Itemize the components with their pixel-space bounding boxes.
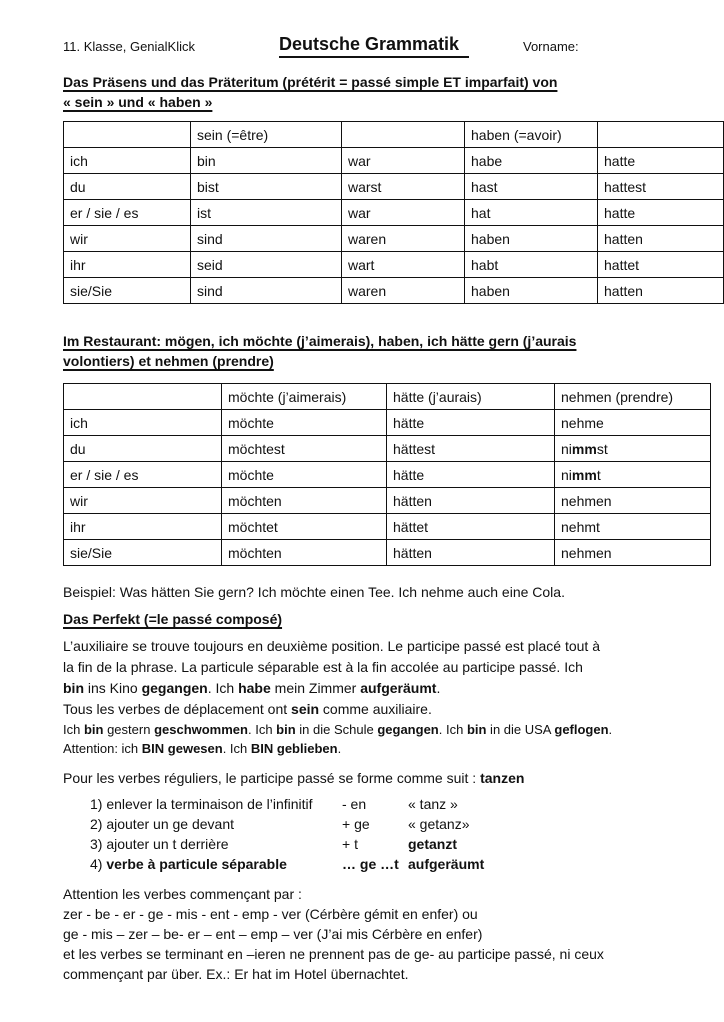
table-cell: [465, 226, 598, 252]
step-operation: [342, 834, 408, 854]
text: hatten: [604, 282, 643, 299]
step-row: [90, 854, 660, 874]
row-label: [64, 514, 222, 540]
text: gestern: [103, 722, 155, 737]
table-row: [64, 174, 724, 200]
text: nehme: [561, 414, 604, 431]
text: waren: [348, 282, 387, 299]
text: ich: [70, 152, 88, 169]
text: . Ich: [207, 680, 239, 696]
text-line: [63, 904, 660, 924]
text-line: [63, 739, 660, 758]
text: war: [348, 204, 371, 221]
column-header: [64, 384, 222, 410]
row-label: [64, 174, 191, 200]
step-result: [408, 834, 457, 854]
text-line: [63, 657, 660, 678]
text: möchten: [228, 544, 282, 561]
text: hat: [471, 204, 491, 221]
text: möchte: [228, 414, 274, 431]
text: war: [348, 152, 371, 169]
column-header: [222, 384, 387, 410]
text: sein (=être): [197, 126, 269, 143]
text: ich: [70, 414, 88, 431]
text-line: [63, 636, 660, 657]
step-row: [90, 814, 660, 834]
table-cell: [555, 436, 711, 462]
perfekt-examples: [63, 720, 660, 758]
text: in die Schule: [295, 722, 378, 737]
text: ihr: [70, 256, 86, 273]
bold-text: mm: [571, 466, 597, 483]
text: er / sie / es: [70, 204, 139, 221]
text: sind: [197, 282, 223, 299]
text: .: [608, 722, 613, 737]
text: + t: [342, 836, 358, 852]
table-cell: [465, 252, 598, 278]
bold-text: getanzt: [408, 836, 457, 852]
table-header-row: [64, 122, 724, 148]
text: nehmt: [561, 518, 600, 535]
row-label: [64, 410, 222, 436]
table-cell: [191, 200, 342, 226]
text: . Ich: [222, 741, 251, 756]
table-cell: [222, 462, 387, 488]
text: du: [70, 178, 86, 195]
text: hätte (j’aurais): [393, 388, 482, 405]
text-line: [63, 964, 660, 984]
text: nehmen (prendre): [561, 388, 674, 405]
text: sind: [197, 230, 223, 247]
text: . Ich: [438, 722, 467, 737]
text-line: [63, 609, 660, 629]
text: Das Präsens und das Präteritum (prétérit = passé simple ET imparfait) von: [63, 74, 558, 90]
step-result: [408, 794, 458, 814]
bold-text: BIN gewesen: [141, 741, 223, 756]
text: « tanz »: [408, 796, 458, 812]
table-cell: [191, 252, 342, 278]
text-line: [63, 924, 660, 944]
step-operation: [342, 854, 408, 874]
table-row: [64, 148, 724, 174]
text-line: [63, 351, 660, 371]
column-header: [64, 122, 191, 148]
text: ge - mis – zer – be- er – ent – emp – ver (J’ai mis Cérbère en enfer): [63, 926, 483, 942]
table-row: [64, 226, 724, 252]
table-header-row: [64, 384, 711, 410]
row-label: [64, 436, 222, 462]
bold-text: BIN geblieben: [250, 741, 338, 756]
text: ins Kino: [84, 680, 142, 696]
table-cell: [465, 200, 598, 226]
course-label: 11. Klasse, GenialKlick: [63, 39, 195, 54]
text: .: [436, 680, 441, 696]
text: Attention les verbes commençant par :: [63, 886, 302, 902]
text: hatte: [604, 152, 636, 169]
restaurant-heading: [63, 331, 660, 371]
text: Attention: ich: [63, 741, 142, 756]
beispiel-line: [63, 582, 660, 602]
text: hattet: [604, 256, 640, 273]
text: zer - be - er - ge - mis - ent - emp - ver (Cérbère gémit en enfer) ou: [63, 906, 478, 922]
table-cell: [555, 462, 711, 488]
table-cell: [222, 410, 387, 436]
text: Tous les verbes de déplacement ont: [63, 701, 292, 717]
text: + ge: [342, 816, 370, 832]
text: sie/Sie: [70, 544, 113, 561]
column-header: [191, 122, 342, 148]
text-line: [63, 678, 660, 699]
table-cell: [598, 278, 724, 304]
text: bist: [197, 178, 219, 195]
text: Ich: [63, 722, 84, 737]
text: hatte: [604, 204, 636, 221]
table-cell: [342, 200, 465, 226]
table-cell: [222, 514, 387, 540]
table-cell: [387, 410, 555, 436]
table-cell: [465, 174, 598, 200]
text: in die USA: [486, 722, 555, 737]
text: 4): [90, 856, 107, 872]
text: 2) ajouter un ge devant: [90, 816, 234, 832]
text: « sein » und « haben »: [63, 94, 213, 110]
table-cell: [387, 540, 555, 566]
bold-text: … ge …t: [342, 856, 399, 872]
step-row: [90, 834, 660, 854]
table-cell: [387, 514, 555, 540]
text: ni: [561, 440, 572, 457]
page-header: [63, 34, 660, 58]
text: hast: [471, 178, 498, 195]
table-row: [64, 462, 711, 488]
text: hätte: [393, 466, 425, 483]
text-line: [63, 944, 660, 964]
row-label: [64, 148, 191, 174]
text: et les verbes se terminant en –ieren ne prennent pas de ge- au participe passé, ni ceux: [63, 946, 604, 962]
table-row: [64, 488, 711, 514]
table-row: [64, 410, 711, 436]
text: möchte (j’aimerais): [228, 388, 347, 405]
text-line: [63, 72, 660, 92]
perfekt-heading: [63, 609, 660, 629]
perfekt-paragraph: [63, 636, 660, 720]
regular-verbs-intro: [63, 768, 660, 788]
bold-text: sein: [291, 701, 320, 717]
participle-steps-list: [63, 794, 660, 874]
column-header: [465, 122, 598, 148]
table-row: [64, 540, 711, 566]
table-cell: [598, 226, 724, 252]
bold-text: gegangen: [141, 680, 208, 696]
row-label: [64, 252, 191, 278]
text: er / sie / es: [70, 466, 139, 483]
row-label: [64, 462, 222, 488]
text: hätten: [393, 492, 432, 509]
text-line: [63, 92, 660, 112]
text: ihr: [70, 518, 86, 535]
table-cell: [222, 436, 387, 462]
step-description: [90, 854, 342, 874]
text: la fin de la phrase. La particule séparable est à la fin accolée au participe passé. Ich: [63, 659, 583, 675]
table-cell: [598, 200, 724, 226]
text: .: [337, 741, 342, 756]
bold-text: bin: [83, 722, 104, 737]
text: wir: [70, 230, 88, 247]
table-cell: [387, 462, 555, 488]
table-row: [64, 252, 724, 278]
text: comme auxiliaire.: [319, 701, 432, 717]
row-label: [64, 488, 222, 514]
text: « getanz»: [408, 816, 470, 832]
text: nehmen: [561, 544, 612, 561]
text: volontiers) et nehmen (prendre): [63, 353, 274, 369]
text: L’auxiliaire se trouve toujours en deuxième position. Le participe passé est placé tout à: [63, 638, 600, 654]
table-cell: [387, 436, 555, 462]
text: wir: [70, 492, 88, 509]
column-header: [387, 384, 555, 410]
text: möchtest: [228, 440, 285, 457]
bold-text: bin: [276, 722, 296, 737]
text: 3) ajouter un t derrière: [90, 836, 229, 852]
text: wart: [348, 256, 375, 273]
table-cell: [342, 148, 465, 174]
table-row: [64, 278, 724, 304]
table-cell: [191, 278, 342, 304]
attention-paragraph: [63, 884, 660, 984]
table-cell: [555, 514, 711, 540]
table-cell: [191, 174, 342, 200]
bold-text: bin: [466, 722, 487, 737]
text: hätte: [393, 414, 425, 431]
column-header: [342, 122, 465, 148]
text: habt: [471, 256, 499, 273]
step-description: [90, 794, 342, 814]
table-cell: [342, 174, 465, 200]
step-description: [90, 834, 342, 854]
text: du: [70, 440, 86, 457]
table-cell: [342, 252, 465, 278]
row-label: [64, 226, 191, 252]
text-line: [63, 720, 660, 739]
text: möchten: [228, 492, 282, 509]
table-cell: [342, 278, 465, 304]
text: st: [596, 440, 608, 457]
text: Im Restaurant: mögen, ich möchte (j’aimerais), haben, ich hätte gern (j’aurais: [63, 333, 577, 349]
table-cell: [555, 488, 711, 514]
text: ni: [561, 466, 572, 483]
table-cell: [598, 174, 724, 200]
table-cell: [465, 278, 598, 304]
table-row: [64, 436, 711, 462]
text: möchtet: [228, 518, 278, 535]
text: commençant par über. Ex.: Er hat im Hotel übernachtet.: [63, 966, 409, 982]
text-line: [63, 884, 660, 904]
page-title: Deutsche Grammatik: [279, 34, 469, 58]
bold-text: aufgeräumt: [408, 856, 485, 872]
text-line: [63, 331, 660, 351]
text: warst: [348, 178, 382, 195]
column-header: [598, 122, 724, 148]
table-cell: [222, 540, 387, 566]
text: bin: [197, 152, 216, 169]
step-description: [90, 814, 342, 834]
step-result: [408, 814, 470, 834]
column-header: [555, 384, 711, 410]
bold-text: aufgeräumt: [360, 680, 437, 696]
row-label: [64, 278, 191, 304]
table-cell: [387, 488, 555, 514]
text: hättet: [393, 518, 429, 535]
vorname-label: Vorname:: [523, 39, 579, 54]
worksheet-content: [63, 34, 674, 984]
text: nehmen: [561, 492, 612, 509]
text: hätten: [393, 544, 432, 561]
bold-text: verbe à particule séparable: [106, 856, 287, 872]
text: waren: [348, 230, 387, 247]
text: . Ich: [247, 722, 277, 737]
bold-text: gegangen: [377, 722, 439, 737]
text: mein Zimmer: [270, 680, 361, 696]
text: möchte: [228, 466, 274, 483]
text: habe: [471, 152, 503, 169]
table-cell: [598, 148, 724, 174]
table-cell: [555, 540, 711, 566]
row-label: [64, 540, 222, 566]
table-row: [64, 200, 724, 226]
table-cell: [342, 226, 465, 252]
bold-text: mm: [571, 440, 597, 457]
table-row: [64, 514, 711, 540]
table-cell: [598, 252, 724, 278]
text: t: [596, 466, 601, 483]
step-result: [408, 854, 484, 874]
table-cell: [465, 148, 598, 174]
text: sie/Sie: [70, 282, 113, 299]
bold-text: tanzen: [480, 770, 525, 786]
text: Beispiel: Was hätten Sie gern? Ich möchte einen Tee. Ich nehme auch eine Cola.: [63, 584, 565, 600]
text: 1) enlever la terminaison de l’infinitif: [90, 796, 313, 812]
praesens-heading: [63, 72, 660, 112]
text: hattest: [604, 178, 647, 195]
table-cell: [555, 410, 711, 436]
bold-text: habe: [238, 680, 271, 696]
text: Pour les verbes réguliers, le participe passé se forme comme suit :: [63, 770, 481, 786]
text: hättest: [393, 440, 436, 457]
bold-text: geflogen: [554, 722, 609, 737]
step-operation: [342, 794, 408, 814]
text: Das Perfekt (=le passé composé): [63, 611, 283, 627]
bold-text: bin: [63, 680, 84, 696]
row-label: [64, 200, 191, 226]
text: seid: [197, 256, 223, 273]
step-row: [90, 794, 660, 814]
table-cell: [191, 226, 342, 252]
sein-haben-table: [63, 121, 724, 304]
bold-text: geschwommen: [154, 722, 248, 737]
table-cell: [222, 488, 387, 514]
table-cell: [191, 148, 342, 174]
text: ist: [197, 204, 211, 221]
restaurant-verbs-table: [63, 383, 711, 566]
text: hatten: [604, 230, 643, 247]
text: haben (=avoir): [471, 126, 562, 143]
step-operation: [342, 814, 408, 834]
text: haben: [471, 282, 510, 299]
text: haben: [471, 230, 510, 247]
text: - en: [342, 796, 367, 812]
text-line: [63, 699, 660, 720]
